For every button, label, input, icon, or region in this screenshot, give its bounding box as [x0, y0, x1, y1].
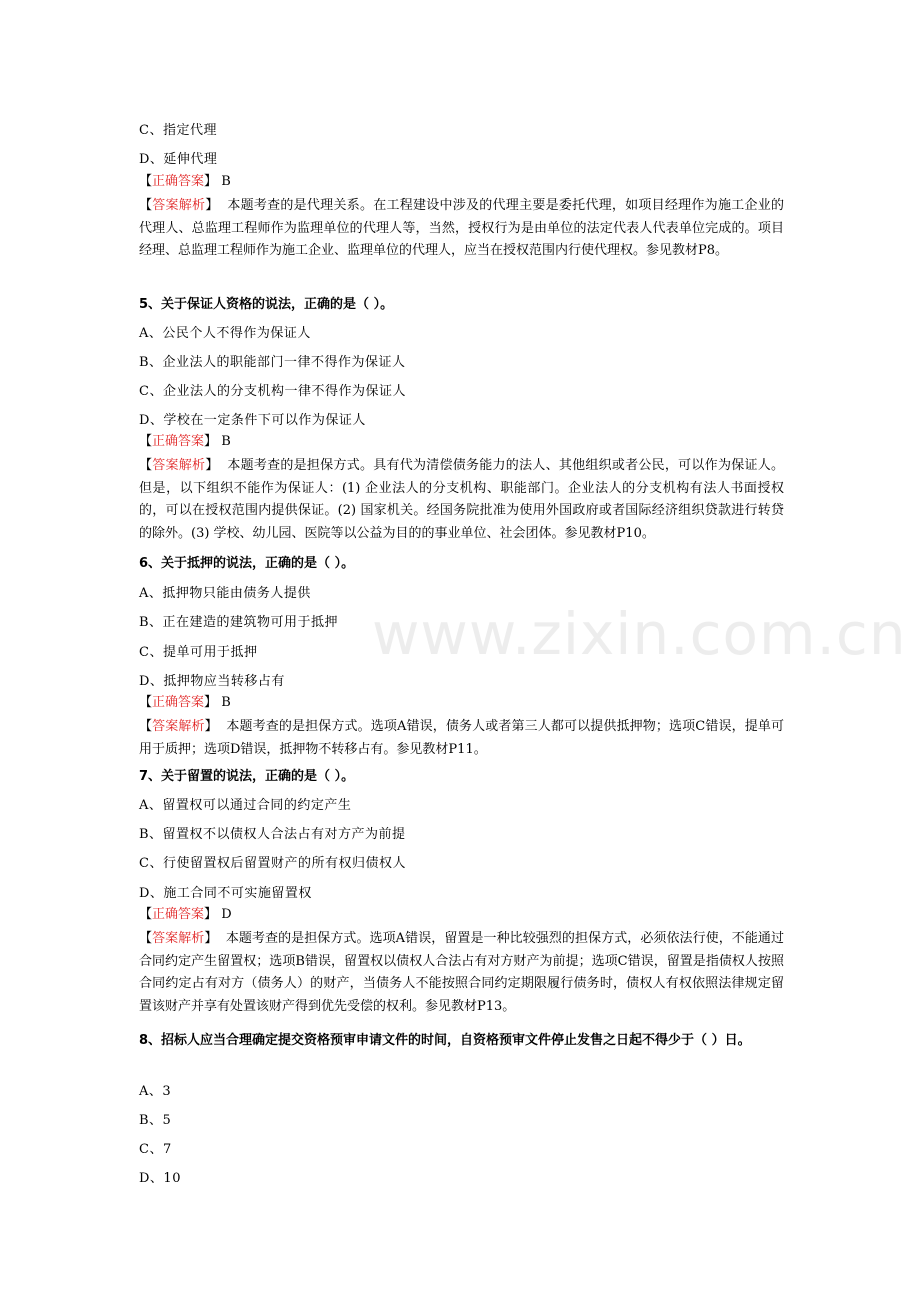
bracket-open: 【: [139, 907, 153, 922]
q8-option-d: D、10: [139, 1171, 181, 1186]
q6-analysis-paragraph: [139, 716, 784, 761]
question-8: 8、招标人应当合理确定提交资格预审申请文件的时间，自资格预审文件停止发售之日起不得少于（ ）日。: [139, 1033, 751, 1048]
q7-option-a: A、留置权可以通过合同的约定产生: [139, 798, 352, 813]
q7-option-b: B、留置权不以债权人合法占有对方产为前提: [139, 827, 406, 842]
question-7: 7、关于留置的说法，正确的是（ ）。: [139, 769, 355, 784]
analysis-text: 本题考查的是代理关系。在工程建设中涉及的代理主要是委托代理，如项目经理作为施工企业的代理人、总监理工程师作为监理单位的代理人等，当然，授权行为是由单位的法定代表人代表单位完成的。项目经理、总监理工程师作为施工企业、监理单位的代理人，应当在授权范围内行使代理权。参见教材P8。: [139, 198, 784, 258]
analysis-text: 本题考查的是担保方式。选项A错误，债务人或者第三人都可以提供抵押物；选项C错误，提单可用于质押；选项D错误，抵押物不转移占有。参见教材P11。: [139, 719, 784, 757]
answer-value: B: [221, 695, 231, 710]
option-c: C、指定代理: [139, 123, 217, 138]
q6-option-b: B、正在建造的建筑物可用于抵押: [139, 615, 339, 630]
bracket-close: 】: [205, 198, 219, 213]
analysis-label: 答案解析: [152, 198, 206, 213]
analysis-label: 答案解析: [152, 458, 206, 473]
bracket-close: 】: [204, 719, 218, 734]
bracket-close: 】: [204, 434, 218, 449]
question-6: 6、关于抵押的说法，正确的是（ ）。: [139, 556, 355, 571]
q8-option-c: C、7: [139, 1142, 172, 1157]
answer-value: B: [221, 174, 231, 189]
answer-label: 正确答案: [152, 695, 205, 710]
q6-option-a: A、抵押物只能由债务人提供: [139, 586, 311, 601]
bracket-open: 【: [139, 931, 153, 946]
bracket-open: 【: [139, 719, 153, 734]
q7-analysis-paragraph: [139, 928, 784, 1018]
q7-option-c: C、行使留置权后留置财产的所有权归债权人: [139, 856, 406, 871]
bracket-open: 【: [139, 458, 153, 473]
answer-label: 正确答案: [152, 907, 205, 922]
bracket-close: 】: [204, 174, 218, 189]
analysis-text: 本题考查的是担保方式。选项A错误，留置是一种比较强烈的担保方式，必须依法行使，不能通过合同约定产生留置权；选项B错误，留置权以债权人合法占有对方财产为前提；选项C错误，留置是指债权人按照合同约定占有对方（债务人）的财产，当债务人不能按照合同约定期限履行债务时，债权人有权依照法律规定留置该财产并享有处置该财产得到优先受偿的权利。参见教材P13。: [139, 931, 784, 1014]
question-5: 5、关于保证人资格的说法，正确的是（ ）。: [139, 297, 394, 312]
analysis-label: 答案解析: [152, 719, 205, 734]
q6-answer-line: [139, 695, 231, 711]
answer-label: 正确答案: [152, 174, 205, 189]
answer-label: 正确答案: [152, 434, 205, 449]
analysis-text: 本题考查的是担保方式。具有代为清偿债务能力的法人、其他组织或者公民，可以作为保证人。但是，以下组织不能作为保证人：(1) 企业法人的分支机构、职能部门。企业法人的分支机构有法人书面授权的，可以在授权范围内提供保证。(2) 国家机关。经国务院批准为使用外国政府或者国际经济组织贷款进行转贷的除外。(3) 学校、幼儿园、医院等以公益为目的的事业单位、社会团体。参见教材P10。: [139, 458, 784, 541]
answer-value: D: [221, 907, 232, 922]
q5-option-b: B、企业法人的职能部门一律不得作为保证人: [139, 355, 406, 370]
bracket-open: 【: [139, 695, 153, 710]
q6-option-c: C、提单可用于抵押: [139, 645, 258, 660]
bracket-close: 】: [204, 907, 218, 922]
analysis-paragraph: [139, 195, 784, 263]
q6-option-d: D、抵押物应当转移占有: [139, 674, 285, 689]
q5-option-a: A、公民个人不得作为保证人: [139, 326, 311, 341]
q7-option-d: D、施工合同不可实施留置权: [139, 886, 312, 901]
analysis-label: 答案解析: [152, 931, 205, 946]
bracket-close: 】: [204, 931, 218, 946]
bracket-close: 】: [205, 458, 219, 473]
q5-option-c: C、企业法人的分支机构一律不得作为保证人: [139, 384, 406, 399]
watermark: www.zixin.com.cn: [372, 600, 907, 668]
q8-option-b: B、5: [139, 1113, 172, 1128]
q5-option-d: D、学校在一定条件下可以作为保证人: [139, 413, 366, 428]
q5-answer-line: [139, 434, 231, 450]
bracket-open: 【: [139, 174, 153, 189]
bracket-open: 【: [139, 434, 153, 449]
q7-answer-line: [139, 907, 232, 923]
q5-analysis-paragraph: [139, 455, 784, 545]
answer-value: B: [221, 434, 231, 449]
bracket-close: 】: [204, 695, 218, 710]
answer-line: [139, 174, 231, 190]
option-d: D、延伸代理: [139, 152, 218, 167]
q8-option-a: A、3: [139, 1084, 172, 1099]
bracket-open: 【: [139, 198, 153, 213]
